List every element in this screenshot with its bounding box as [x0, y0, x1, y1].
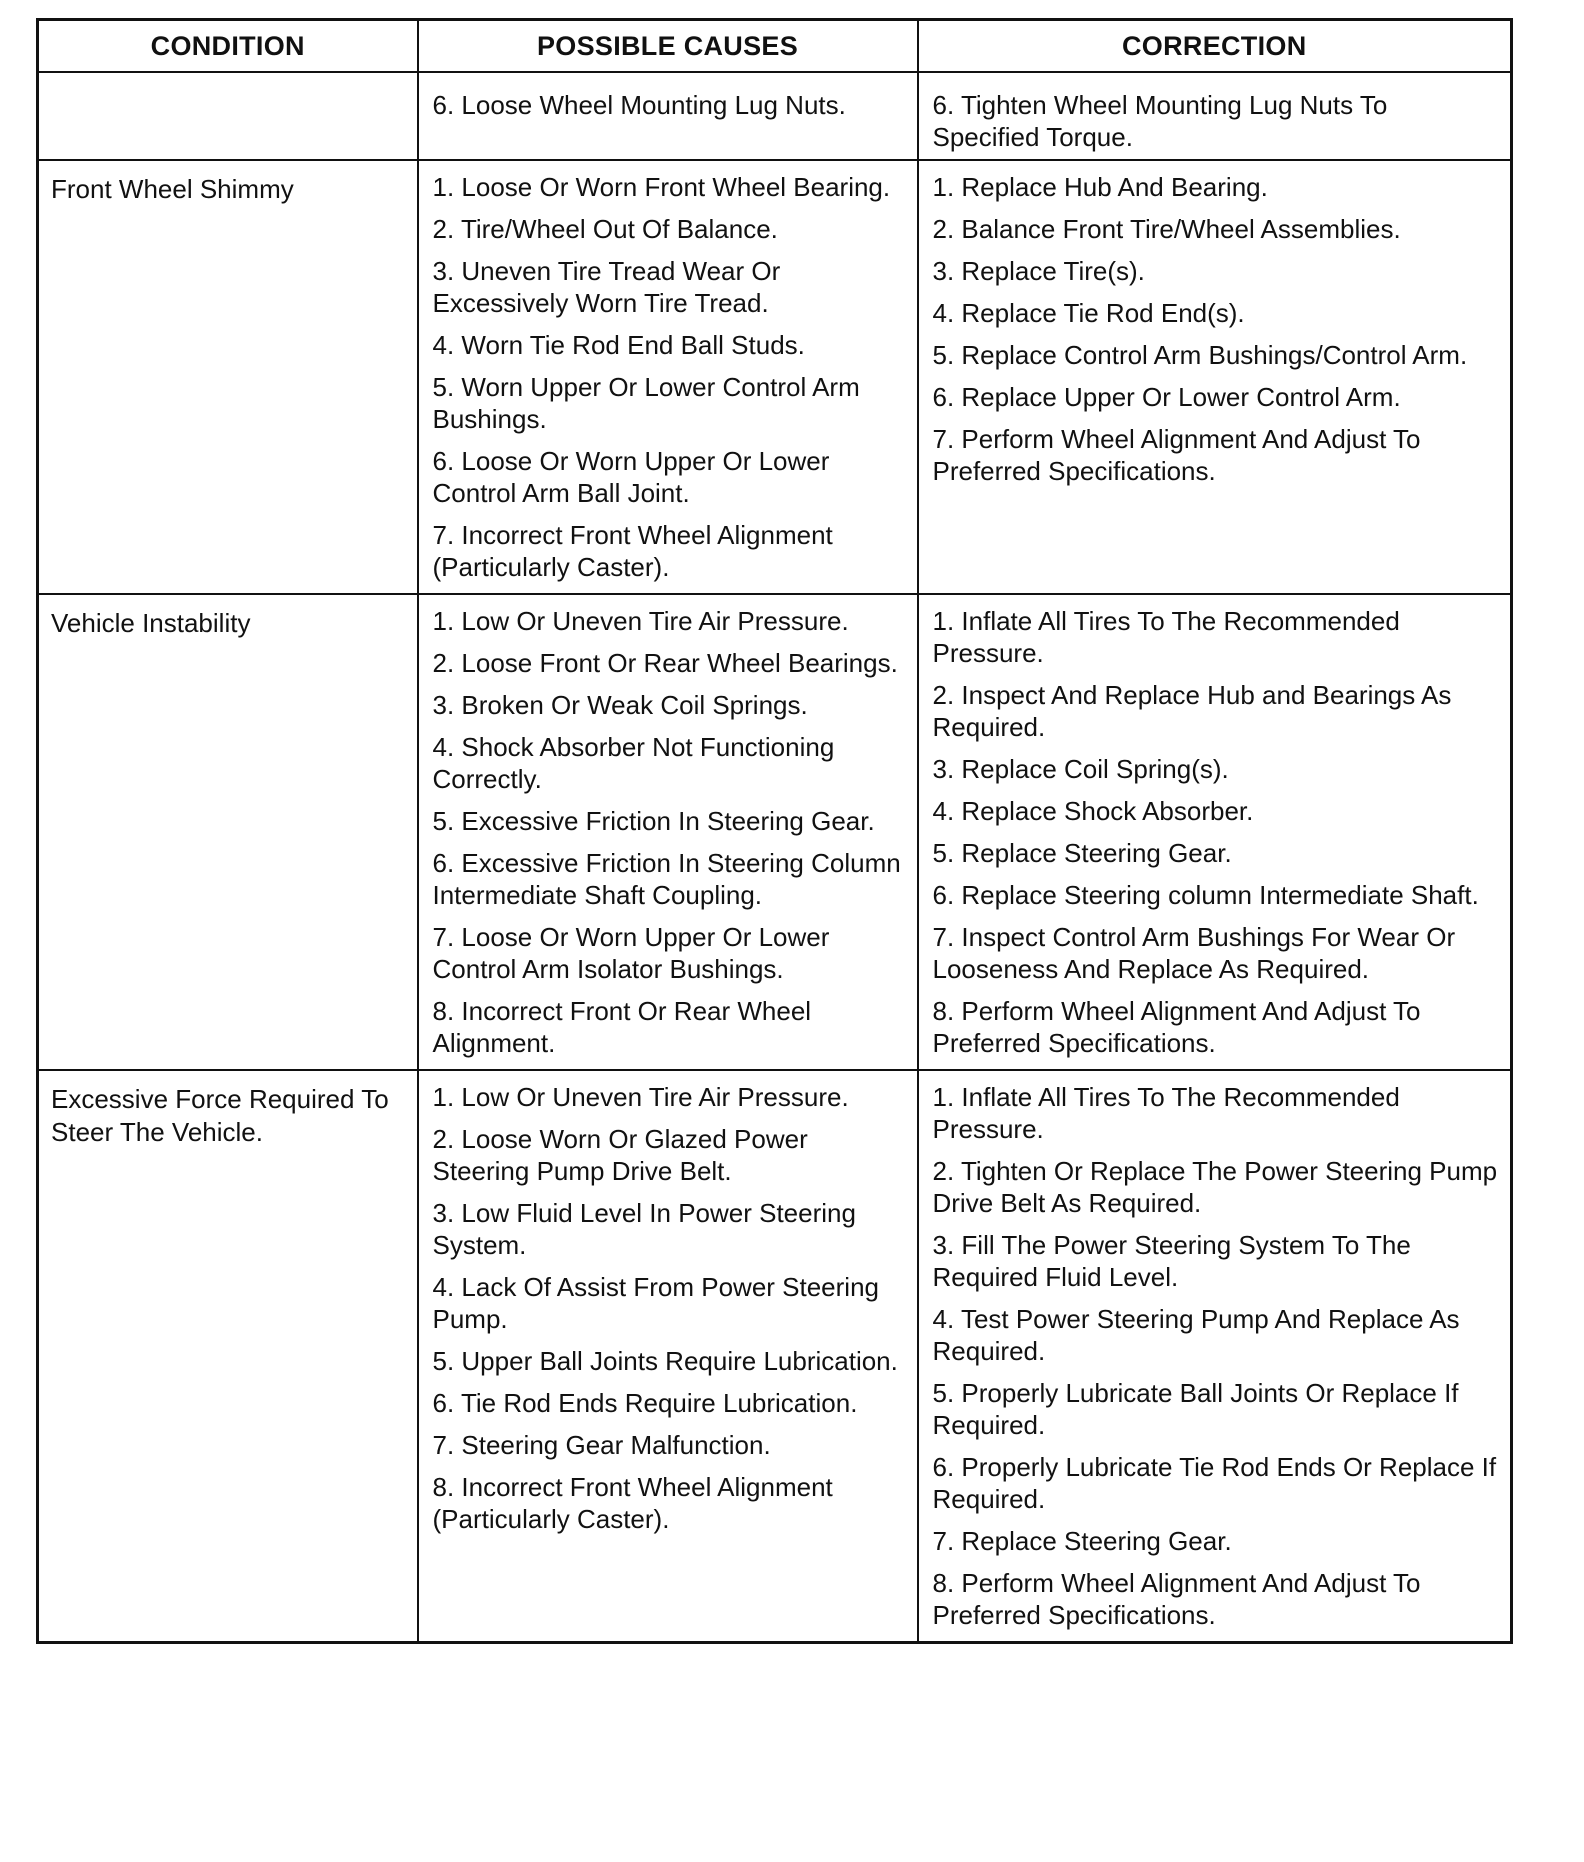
correction-item: 2. Balance Front Tire/Wheel Assemblies.	[932, 214, 1401, 244]
correction-item: 7. Replace Steering Gear.	[932, 1526, 1232, 1556]
causes-cell	[418, 1070, 918, 1643]
condition-cell: Front Wheel Shimmy	[38, 160, 418, 594]
correction-item: 7. Inspect Control Arm Bushings For Wear Or Looseness And Replace As Required.	[932, 922, 1456, 984]
condition-cell	[38, 72, 418, 160]
correction-item: 6. Properly Lubricate Tie Rod Ends Or Replace If Required.	[932, 1452, 1497, 1514]
correction-item: 8. Perform Wheel Alignment And Adjust To Preferred Specifications.	[932, 996, 1421, 1058]
condition-cell: Vehicle Instability	[38, 594, 418, 1070]
cause-item: 3. Low Fluid Level In Power Steering System.	[432, 1198, 856, 1260]
cause-item: 2. Tire/Wheel Out Of Balance.	[432, 214, 778, 244]
cause-item: 7. Incorrect Front Wheel Alignment (Particularly Caster).	[432, 520, 833, 582]
correction-item: 1. Replace Hub And Bearing.	[932, 172, 1268, 202]
cause-item: 6. Excessive Friction In Steering Column Intermediate Shaft Coupling.	[432, 848, 901, 910]
correction-item: 6. Tighten Wheel Mounting Lug Nuts To Specified Torque.	[932, 90, 1388, 152]
causes-cell	[418, 594, 918, 1070]
cause-item: 1. Low Or Uneven Tire Air Pressure.	[432, 606, 849, 636]
correction-item: 1. Inflate All Tires To The Recommended Pressure.	[932, 606, 1400, 668]
cause-item: 3. Broken Or Weak Coil Springs.	[432, 690, 808, 720]
correction-item: 5. Properly Lubricate Ball Joints Or Replace If Required.	[932, 1378, 1459, 1440]
cause-item: 2. Loose Front Or Rear Wheel Bearings.	[432, 648, 898, 678]
cause-item: 3. Uneven Tire Tread Wear Or Excessively Worn Tire Tread.	[432, 256, 781, 318]
causes-cell	[418, 72, 918, 160]
cause-item: 5. Upper Ball Joints Require Lubrication.	[432, 1346, 898, 1376]
correction-item: 2. Tighten Or Replace The Power Steering Pump Drive Belt As Required.	[932, 1156, 1498, 1218]
corrections-cell	[918, 594, 1512, 1070]
correction-item: 3. Fill The Power Steering System To The Required Fluid Level.	[932, 1230, 1411, 1292]
correction-item: 1. Inflate All Tires To The Recommended Pressure.	[932, 1082, 1400, 1144]
cause-item: 1. Loose Or Worn Front Wheel Bearing.	[432, 172, 891, 202]
table-row	[38, 160, 1512, 594]
cause-item: 7. Loose Or Worn Upper Or Lower Control Arm Isolator Bushings.	[432, 922, 830, 984]
cause-item: 8. Incorrect Front Wheel Alignment (Particularly Caster).	[432, 1472, 833, 1534]
correction-item: 4. Replace Tie Rod End(s).	[932, 298, 1245, 328]
causes-cell	[418, 160, 918, 594]
diagnosis-sheet	[36, 18, 1510, 1644]
cause-item: 1. Low Or Uneven Tire Air Pressure.	[432, 1082, 849, 1112]
table-row	[38, 72, 1512, 160]
diagnosis-table	[36, 18, 1513, 1644]
correction-item: 6. Replace Steering column Intermediate Shaft.	[932, 880, 1479, 910]
cause-item: 2. Loose Worn Or Glazed Power Steering Pump Drive Belt.	[432, 1124, 808, 1186]
correction-item: 3. Replace Coil Spring(s).	[932, 754, 1229, 784]
corrections-cell	[918, 1070, 1512, 1643]
cause-item: 7. Steering Gear Malfunction.	[432, 1430, 771, 1460]
header-condition: CONDITION	[38, 20, 418, 73]
corrections-cell	[918, 160, 1512, 594]
header-row	[38, 20, 1512, 73]
cause-item: 4. Lack Of Assist From Power Steering Pump.	[432, 1272, 879, 1334]
cause-item: 4. Worn Tie Rod End Ball Studs.	[432, 330, 805, 360]
correction-item: 6. Replace Upper Or Lower Control Arm.	[932, 382, 1401, 412]
header-correction: CORRECTION	[918, 20, 1512, 73]
correction-item: 3. Replace Tire(s).	[932, 256, 1145, 286]
condition-cell: Excessive Force Required To Steer The Vehicle.	[38, 1070, 418, 1643]
correction-item: 7. Perform Wheel Alignment And Adjust To Preferred Specifications.	[932, 424, 1421, 486]
table-row	[38, 1070, 1512, 1643]
cause-item: 5. Worn Upper Or Lower Control Arm Bushings.	[432, 372, 860, 434]
correction-item: 2. Inspect And Replace Hub and Bearings As Required.	[932, 680, 1452, 742]
correction-item: 5. Replace Steering Gear.	[932, 838, 1232, 868]
cause-item: 5. Excessive Friction In Steering Gear.	[432, 806, 875, 836]
header-possible-causes: POSSIBLE CAUSES	[418, 20, 918, 73]
cause-item: 6. Loose Wheel Mounting Lug Nuts.	[432, 90, 846, 120]
correction-item: 4. Test Power Steering Pump And Replace As Required.	[932, 1304, 1460, 1366]
corrections-cell	[918, 72, 1512, 160]
cause-item: 6. Tie Rod Ends Require Lubrication.	[432, 1388, 858, 1418]
cause-item: 8. Incorrect Front Or Rear Wheel Alignment.	[432, 996, 812, 1058]
correction-item: 5. Replace Control Arm Bushings/Control Arm.	[932, 340, 1468, 370]
cause-item: 6. Loose Or Worn Upper Or Lower Control Arm Ball Joint.	[432, 446, 830, 508]
correction-item: 8. Perform Wheel Alignment And Adjust To Preferred Specifications.	[932, 1568, 1421, 1630]
cause-item: 4. Shock Absorber Not Functioning Correctly.	[432, 732, 835, 794]
correction-item: 4. Replace Shock Absorber.	[932, 796, 1254, 826]
table-row	[38, 594, 1512, 1070]
